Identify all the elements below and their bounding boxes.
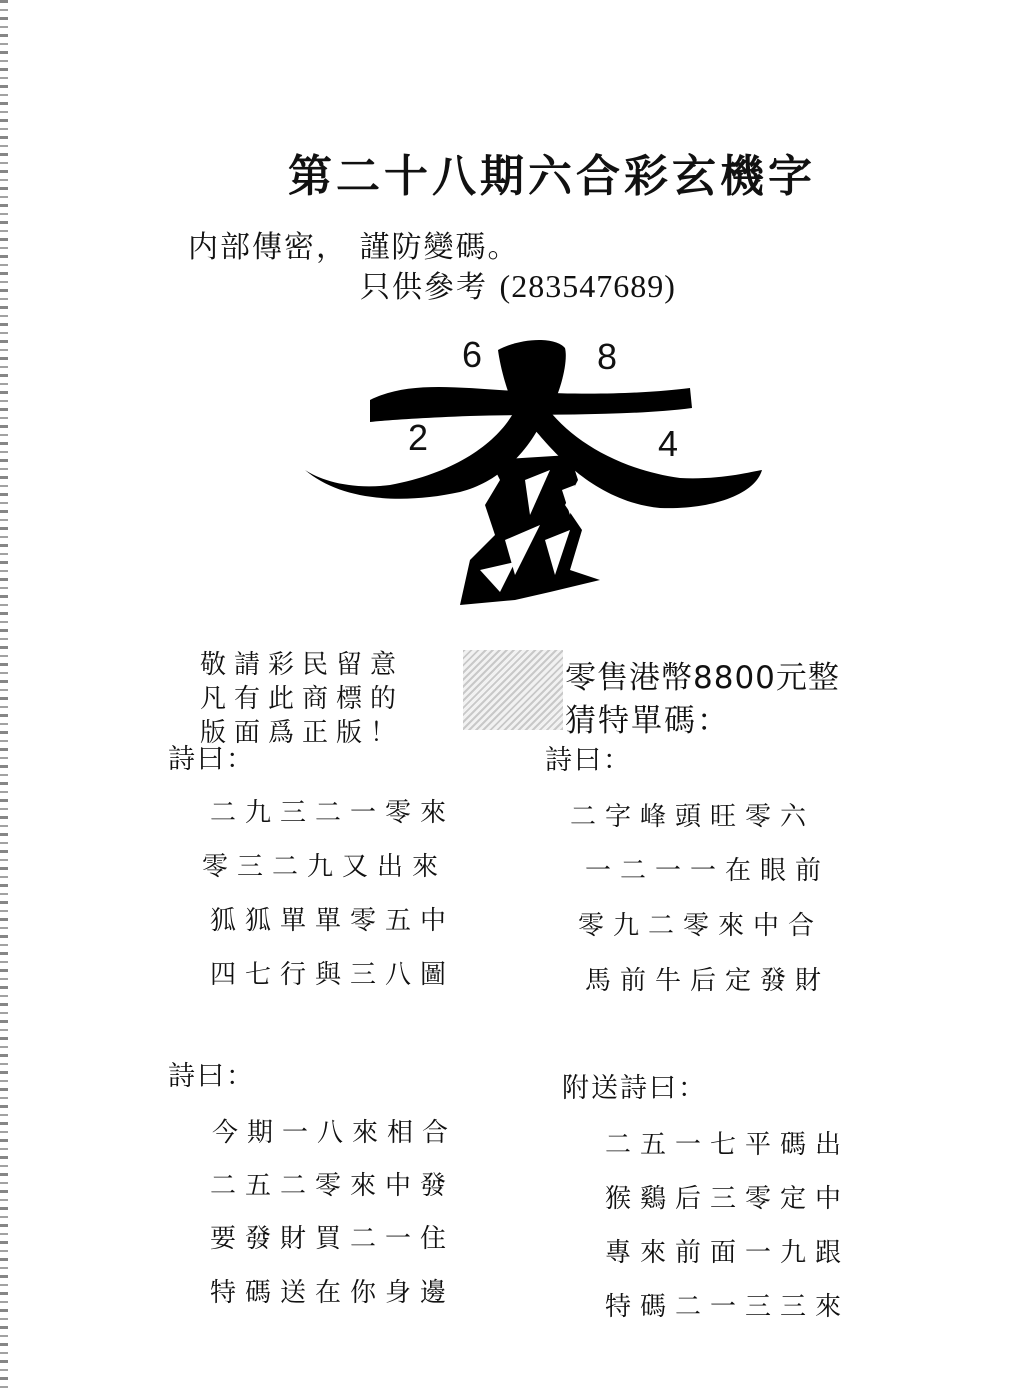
- retail-price: 零售港幣8800元整: [565, 660, 840, 696]
- poem-line: 一二一一在眼前: [585, 856, 831, 886]
- notice-line: 凡有此商標的: [200, 684, 405, 714]
- secret-notice: 内部傳密， 謹防變碼。: [188, 230, 520, 265]
- reference-label: 只供參考: [360, 270, 488, 305]
- poem-line: 二字峰頭旺零六: [570, 802, 816, 832]
- notice-line: 版面爲正版！: [200, 718, 405, 748]
- poem-heading: 附送詩曰：: [562, 1073, 707, 1104]
- guess-prompt: 猜特單碼：: [565, 703, 730, 739]
- poem-line: 二九三二一零來: [210, 798, 456, 828]
- page-title: 第二十八期六合彩玄機字: [288, 151, 816, 202]
- notice-line: 敬請彩民留意: [200, 650, 405, 680]
- poem-heading: 詩曰：: [545, 745, 632, 776]
- poem-line: 專來前面一九跟: [605, 1238, 851, 1268]
- reference-line: [360, 262, 676, 306]
- poem-line: 猴鷄后三零定中: [605, 1184, 851, 1214]
- reference-number: (283547689): [499, 268, 676, 304]
- poem-line: 二五二零來中發: [210, 1171, 456, 1201]
- poem-line: 今期一八來相合: [212, 1118, 458, 1148]
- emblem-digit-top-right: 8: [597, 336, 618, 377]
- poem-line: 特碼送在你身邊: [210, 1278, 456, 1308]
- emblem-digit-right: 4: [658, 423, 679, 464]
- poem-line: 二五一七平碼出: [605, 1130, 851, 1160]
- poem-heading: 詩曰：: [168, 1061, 255, 1092]
- authenticity-notice: [200, 648, 404, 750]
- emblem-digit-top-left: 6: [462, 334, 483, 375]
- calligraphy-emblem: [300, 330, 770, 610]
- emblem-digit-left: 2: [408, 417, 429, 458]
- scan-edge: [0, 0, 8, 1391]
- poem-heading: 詩曰：: [168, 744, 255, 775]
- poem-line: 四七行與三八圖: [210, 960, 456, 990]
- poem-line: 狐狐單單零五中: [210, 906, 456, 936]
- poem-line: 特碼二一三三來: [605, 1292, 851, 1322]
- poem-line: 馬前牛后定發財: [585, 966, 831, 996]
- poem-line: 零三二九又出來: [202, 852, 448, 882]
- poem-line: 零九二零來中合: [578, 911, 824, 941]
- trademark-stamp: [463, 650, 563, 730]
- poem-line: 要發財買二一住: [210, 1224, 456, 1254]
